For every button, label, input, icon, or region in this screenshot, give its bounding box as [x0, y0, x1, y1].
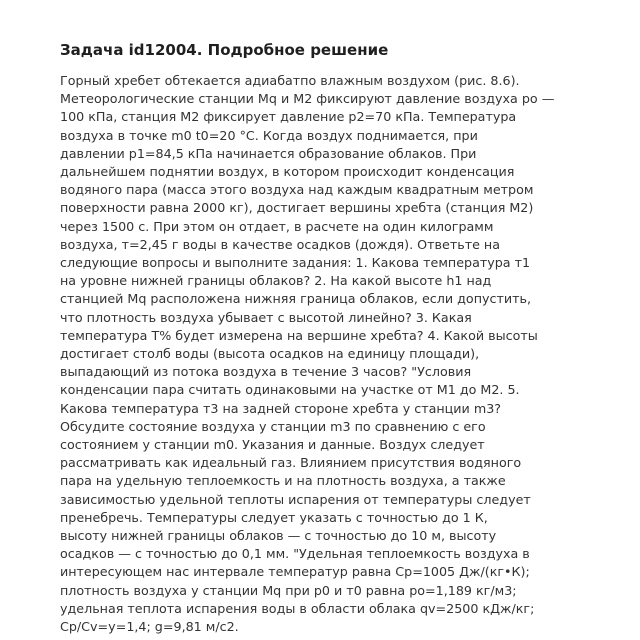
problem-statement: Горный хребет обтекается адиабатпо влажным воздухом (рис. 8.6). Метеорологические станции Mq и M2 фиксируют давление воздуха ро — 100 кПа, станция M2 фиксирует давление p2=70 кПа. Температура воздуха в точке m0 t0=20 °С. Когда воздух поднимается, при давлении p1=84,5 кПа начинается образование облаков. При дальнейшем поднятии воздух, в котором происходит конденсация водяного пара (масса этого воздуха над каждым квадратным метром поверхности равна 2000 кг), достигает вершины хребта (станция M2) через 1500 с. При этом он отдает, в расчете на один килограмм воздуха, т=2,45 г воды в качестве осадков (дождя). Ответьте на следующие вопросы и выполните задания: 1. Какова температура т1 на уровне нижней границы облаков? 2. На какой высоте h1 над станцией Mq расположена нижняя граница облаков, если допустить, что плотность воздуха убывает с высотой линейно? 3. Какая температура Т% будет измерена на вершине хребта? 4. Какой высоты достигает столб воды (высота осадков на единицу площади), выпадающий из потока воздуха в течение 3 часов? "Условия конденсации пара считать одинаковыми на участке от M1 до M2. 5. Какова температура т3 на задней стороне хребта у станции m3? Обсудите состояние воздуха у станции m3 по сравнению с его состоянием у станции m0. Указания и данные. Воздух следует рассматривать как идеальный газ. Влиянием присутствия водяного пара на удельную теплоемкость и на плотность воздуха, а также зависимостью удельной теплоты испарения от температуры следует пренебречь. Температуры следует указать с точностью до 1 К, высоту нижней границы облаков — с точностью до 10 м, высоту осадков — с точностью до 0,1 мм. "Удельная теплоемкость воздуха в интересующем нас интервале температур равна Cp=1005 Дж/(кг•К); плотность воздуха у станции Mq при p0 и т0 равна ро=1,189 кг/м3; удельная теплота испарения воды в области облака qv=2500 кДж/кг; Cp/Cv=y=1,4; g=9,81 м/с2.: [60, 73, 555, 635]
problem-title: Задача id12004. Подробное решение: [60, 41, 389, 59]
document-page: [60, 40, 590, 636]
